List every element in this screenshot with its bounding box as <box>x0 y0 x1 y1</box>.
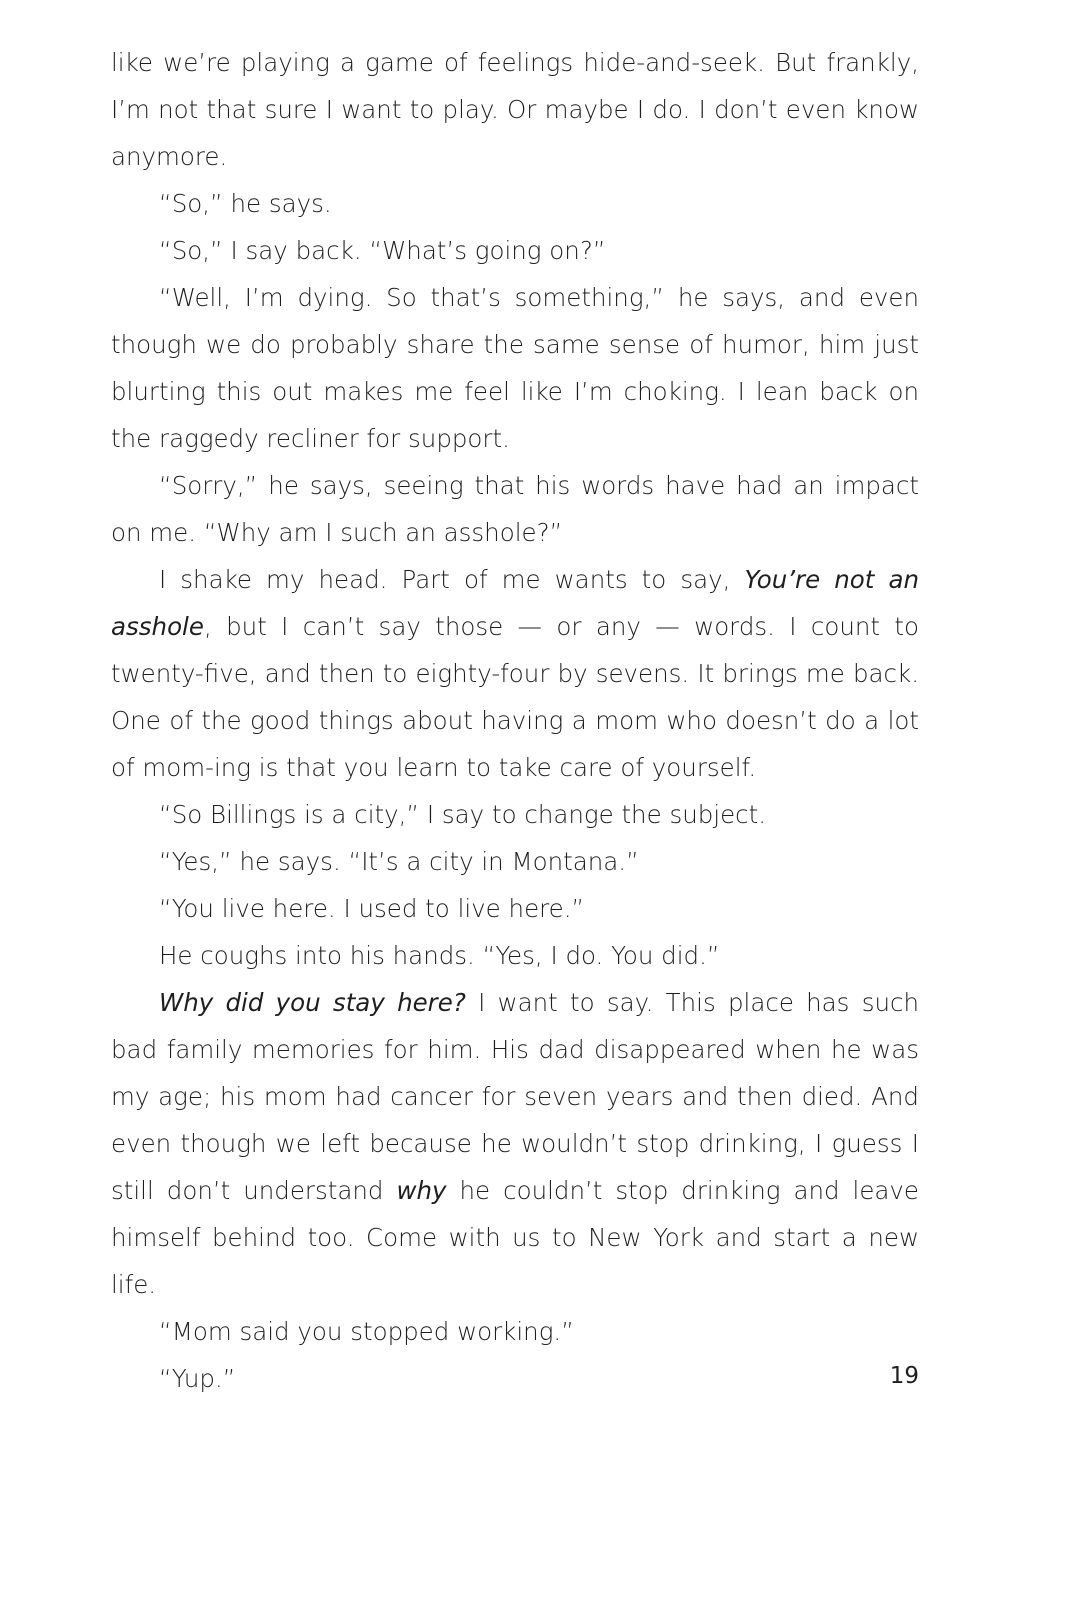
text-run: “So,” I say back. “What’s going on?” <box>159 236 606 265</box>
paragraph <box>111 227 919 274</box>
text-run: like we’re playing a game of feelings hide-and-seek. But frankly, I’m not that sure I want to play. Or maybe I do. I don’t even know anymore. <box>111 48 919 171</box>
text-run: He coughs into his hands. “Yes, I do. You did.” <box>159 941 720 970</box>
italic-run: You’re not an asshole <box>111 565 919 641</box>
paragraph <box>111 791 919 838</box>
text-run: “Sorry,” he says, seeing that his words have had an impact on me. “Why am I such an asshole?” <box>111 471 919 547</box>
paragraph <box>111 932 919 979</box>
paragraph <box>111 180 919 227</box>
paragraph <box>111 462 919 556</box>
paragraph <box>111 39 919 180</box>
text-run: “Yes,” he says. “It’s a city in Montana.” <box>159 847 639 876</box>
text-run: “So Billings is a city,” I say to change the subject. <box>159 800 767 829</box>
paragraph <box>111 556 919 791</box>
italic-run: why <box>396 1176 447 1205</box>
text-run: I want to say. This place has such bad family memories for him. His dad disappeared when he was my age; his mom had cancer for seven years and then died. And even though we left because he wouldn’t stop drinking, I guess I still don’t understand <box>111 988 919 1205</box>
paragraph <box>111 979 919 1308</box>
paragraph <box>111 274 919 462</box>
text-run: , but I can’t say those — or any — words. I count to twenty-five, and then to eighty-four by sevens. It brings me back. One of the good things about having a mom who doesn’t do a lot of mom-ing is that you learn to take care of yourself. <box>111 612 919 782</box>
body-text <box>111 39 919 1402</box>
text-run: “Well, I’m dying. So that’s something,” he says, and even though we do probably share the same sense of humor, him just blurting this out makes me feel like I’m choking. I lean back on the raggedy recliner for support. <box>111 283 919 453</box>
text-run: “You live here. I used to live here.” <box>159 894 585 923</box>
paragraph <box>111 885 919 932</box>
paragraph <box>111 1308 919 1355</box>
text-run: “So,” he says. <box>159 189 332 218</box>
italic-run: Why did you stay here? <box>159 988 466 1017</box>
text-run: I shake my head. Part of me wants to say, <box>159 565 745 594</box>
text-run: “Yup.” <box>159 1364 236 1393</box>
text-run: he couldn’t stop drinking and leave himself behind too. Come with us to New York and start a new life. <box>111 1176 919 1299</box>
paragraph <box>111 1355 919 1402</box>
text-run: “Mom said you stopped working.” <box>159 1317 574 1346</box>
paragraph <box>111 838 919 885</box>
page-number: 19 <box>889 1363 919 1389</box>
